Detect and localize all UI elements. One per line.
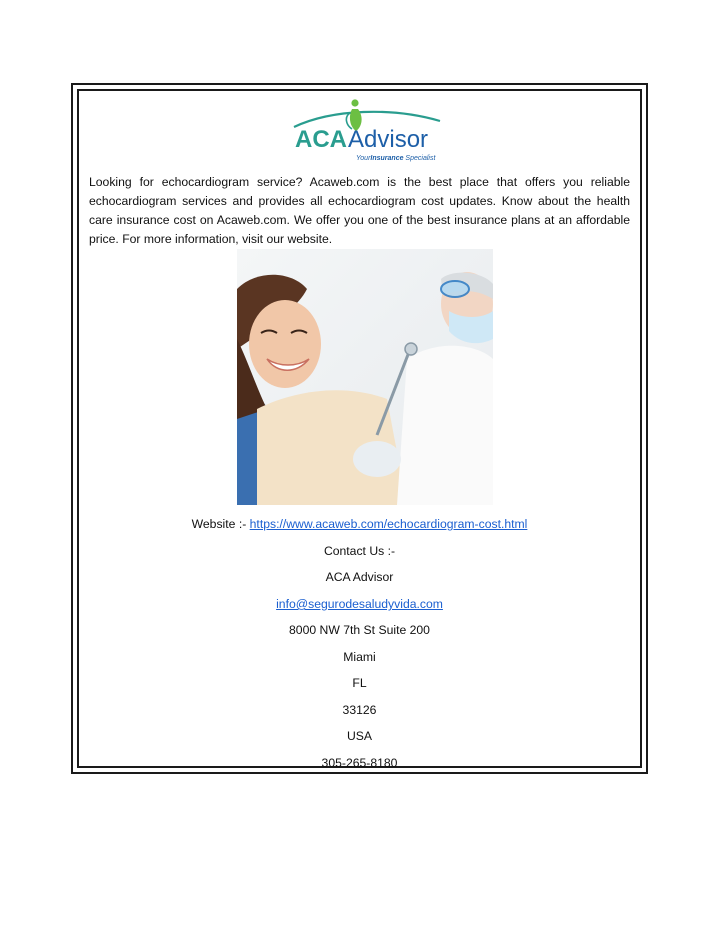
email-line bbox=[79, 596, 640, 612]
city: Miami bbox=[343, 650, 376, 664]
website-link[interactable]: https://www.acaweb.com/echocardiogram-cost.html bbox=[249, 517, 528, 531]
aca-advisor-logo-graphic bbox=[292, 97, 442, 171]
street-address: 8000 NW 7th St Suite 200 bbox=[289, 623, 430, 637]
document-inner-frame bbox=[77, 89, 642, 768]
email-link[interactable]: info@segurodesaludyvida.com bbox=[276, 597, 443, 611]
contact-us-label: Contact Us :- bbox=[323, 544, 396, 558]
website-label: Website :- bbox=[191, 517, 247, 531]
website-line bbox=[79, 516, 640, 532]
document-frame bbox=[71, 83, 648, 774]
intro-paragraph: Looking for echocardiogram service? Acaweb.com is the best place that offers you reliable echocardiogram services and provides all echocardiogram cost updates. Know about the health care insurance cost on Acaweb.com. We offer you one of the best insurance plans at an affordable price. For more information, visit our website. bbox=[89, 175, 630, 246]
logo-brand-name: Advisor bbox=[348, 126, 429, 153]
aca-advisor-logo bbox=[292, 97, 442, 171]
state: FL bbox=[352, 676, 367, 690]
zip-code: 33126 bbox=[342, 703, 377, 717]
country: USA bbox=[346, 729, 373, 743]
phone-number: 305-265-8180 bbox=[321, 756, 398, 770]
dental-patient-photo bbox=[237, 249, 493, 505]
logo-brand-prefix: ACA bbox=[295, 126, 347, 153]
company-name: ACA Advisor bbox=[325, 570, 394, 584]
logo-tagline: YourInsurance Specialist bbox=[356, 155, 436, 162]
